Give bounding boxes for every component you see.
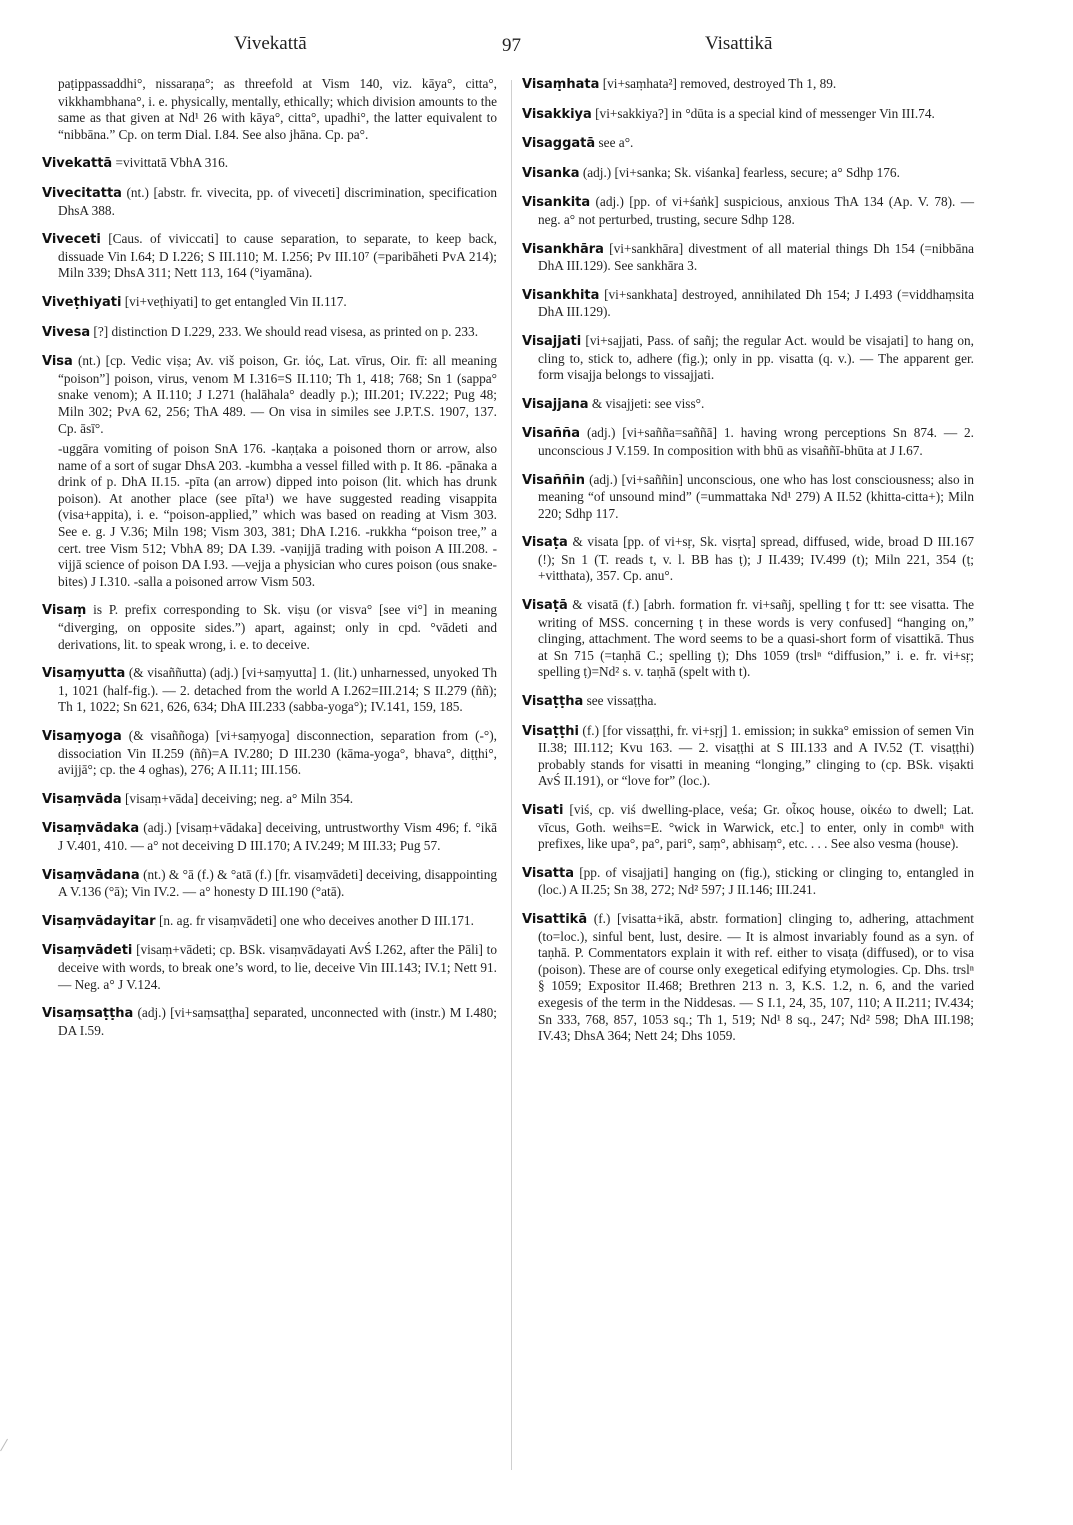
dictionary-entry xyxy=(42,231,497,282)
dictionary-entry xyxy=(522,135,974,153)
entry-text: [vi+veṭhiyati] to get entangled Vin II.117. xyxy=(124,293,347,309)
entry-headword: Visaṃyoga xyxy=(42,729,122,744)
dictionary-entry xyxy=(522,241,974,275)
dictionary-entry xyxy=(42,820,497,854)
entry-headword: Visaṭṭha xyxy=(522,694,584,710)
entry-text: [vi+sakkiya?] in °dūta is a special kind of messenger Vin III.74. xyxy=(595,105,935,121)
entry-text: (& visaññutta) (adj.) [vi+saṃyutta] 1. (lit.) unharnessed, unyoked Th 1, 1021 (half-fig.). — 2. detached from the world A I.262=III.214; S II.279 (ññ); Th 1, 1022; Sn 621, 626, 634; DhA III.233 (sabba-yoga°); IV.141, 159, 185. xyxy=(58,665,498,715)
dictionary-entry xyxy=(42,942,497,993)
dictionary-entry xyxy=(42,324,497,342)
dictionary-entry xyxy=(522,472,974,523)
entry-text: [visaṃ+vāda] deceiving; neg. a° Miln 354. xyxy=(125,790,354,806)
entry-headword: Viveṭhiyati xyxy=(42,294,122,310)
entry-text: [viś, cp. viś dwelling-place, veśa; Gr. οἶκος house, οἰκέω to dwell; Lat. vīcus, Goth. weihs=E. °wick in Warwick, etc.] to enter, only in combⁿ with prefixes, like upa°, pa°, pari°, saṃ°, abhisaṃ°, etc. . . . See also vesma (house). xyxy=(538,802,975,852)
entry-text: (& visaññoga) [vi+saṃyoga] disconnection, separation from (-°), dissociation Vin II.259 (ññ)=A IV.280; D III.230 (kāma-yoga°, bhava°, diṭṭhi°, avijjā°; cp. the 4 oghas), 276; A II.11; III.156. xyxy=(58,728,497,778)
dictionary-entry xyxy=(522,194,974,228)
entry-headword: Viveceti xyxy=(42,232,101,248)
dictionary-entry xyxy=(42,867,497,901)
entry-text: see vissaṭṭha. xyxy=(586,693,657,709)
entry-text: (adj.) [vi+sañña=saññā] 1. having wrong perceptions Sn 874. — 2. unconscious J V.159. In composition with bhū as visaññī-bhūta at J I.67. xyxy=(538,425,974,458)
entry-text: [vi+saṃhata²] removed, destroyed Th 1, 89. xyxy=(602,76,837,91)
dictionary-entry xyxy=(522,723,974,790)
right-column xyxy=(522,76,974,1057)
entry-headword: Visaṃvādana xyxy=(42,867,140,883)
entry-text: (nt.) & °ā (f.) & °atā (f.) [fr. visaṃvādeti] deceiving, disappointing A V.136 (°ā); Vin IV.2. — a° honesty D III.190 (°atā). xyxy=(58,866,497,900)
entry-headword: Visaṃvādeti xyxy=(42,943,133,959)
dictionary-entry xyxy=(522,425,974,459)
dictionary-entry xyxy=(522,802,974,853)
dictionary-entry xyxy=(42,185,497,219)
entry-headword: Visaṃvādayitar xyxy=(42,913,156,929)
entry-headword: Visankita xyxy=(522,195,591,211)
entry-text: =vivittatā VbhA 316. xyxy=(115,155,229,171)
entry-headword: Visaṃhata xyxy=(522,77,600,92)
dictionary-entry xyxy=(42,602,497,653)
entry-headword: Visaṃyutta xyxy=(42,666,126,682)
entry-headword: Visatta xyxy=(522,865,574,881)
entry-headword: Visajjati xyxy=(522,333,582,349)
entry-headword: Visaṃvādaka xyxy=(42,821,140,837)
entry-text: (adj.) [pp. of vi+śaṅk] suspicious, anxious ThA 134 (Ap. V. 78). — neg. a° not perturbed, trusting, secure Sdhp 128. xyxy=(538,194,974,227)
dictionary-entry xyxy=(522,106,974,124)
entry-headword: Visa xyxy=(42,354,73,370)
entry-text: [vi+sankhāra] divestment of all material things Dh 154 (=nibbāna DhA III.129). See sankhāra 3. xyxy=(538,240,975,274)
entry-headword: Visaṭṭhi xyxy=(522,723,579,739)
entry-headword: Visati xyxy=(522,803,564,818)
entry-text: & visatā (f.) [abrh. formation fr. vi+sañj, spelling ṭ for tt: see visatta. The writing of MSS. concerning ṭ in these words is very confused] “hanging on,” clinging, attachment. The word seems to be a quasi-short form of visattikā. Thus at Sn 715 (=taṇhā C.; spelling ṭ); Dhs 1059 (trslⁿ “diffusion,” i. e. fr. vi+sṛ; spelling ṭ)=Nd² s. v. taṇhā (spelt with t). xyxy=(538,597,974,680)
entry-text: (f.) [for vissaṭṭhi, fr. vi+sṛj] 1. emission; in sukka° emission of semen Vin II.38; III.112; Kvu 163. — 2. visaṭṭhi at S III.133 and A IV.52 (T. visaṭṭhi) probably stands for visatti in meaning “longing,” clinging to (cp. BSk. viṣakti AvŚ II.191), or “love for” (loc.). xyxy=(538,722,975,789)
entry-headword: Visaṃvāda xyxy=(42,791,122,807)
entry-headword: Visaṃ xyxy=(42,603,87,619)
column-divider xyxy=(511,80,512,1470)
entry-text: [pp. of visajjati] hanging on (fig.), sticking or clinging to, entangled in (loc.) A II.25; Sn 38, 272; Nd² 597; J II.146; III.241. xyxy=(538,864,975,898)
running-head-left: Vivekattā xyxy=(234,33,307,54)
entry-headword: Visattikā xyxy=(522,911,588,927)
dictionary-entry xyxy=(522,287,974,321)
dictionary-entry xyxy=(42,155,497,173)
entry-headword: Visankhāra xyxy=(522,241,604,257)
entry-headword: Visaññin xyxy=(522,472,586,488)
entry-headword: Visaṭa xyxy=(522,535,568,551)
page-number: 97 xyxy=(502,35,521,56)
entry-text: (adj.) [visaṃ+vādaka] deceiving, untrustworthy Vism 496; f. °ikā J V.401, 410. — a° not deceiving D III.170; A IV.249; M III.33; Pug 57. xyxy=(58,820,497,853)
compound-list xyxy=(42,441,497,590)
dictionary-entry xyxy=(42,353,497,437)
dictionary-entry xyxy=(42,294,497,312)
entry-text: [vi+sankhata] destroyed, annihilated Dh 154; J I.493 (=viddhaṃsita DhA III.129). xyxy=(538,286,974,320)
entry-text: see a°. xyxy=(598,135,634,151)
page-header xyxy=(0,33,1073,57)
dictionary-entry xyxy=(42,728,497,779)
left-column xyxy=(42,76,497,1051)
entry-text: [visaṃ+vādeti; cp. BSk. visaṃvādayati AvŚ I.262, after the Pāli] to deceive with words, to break one’s word, to lie, deceive Vin III.143; IV.1; Nett 91. — Neg. a° J V.124. xyxy=(58,942,497,992)
dictionary-entry xyxy=(522,865,974,899)
dictionary-entry xyxy=(522,165,974,183)
dictionary-entry xyxy=(42,665,497,716)
entry-headword: Visañña xyxy=(522,426,581,442)
dictionary-entry xyxy=(42,791,497,809)
entry-headword: Visaggatā xyxy=(522,136,596,152)
dictionary-entry xyxy=(522,76,974,94)
dictionary-entry xyxy=(42,1005,497,1039)
entry-headword: Visajjana xyxy=(522,396,589,412)
dictionary-entry xyxy=(522,911,974,1045)
dictionary-entry xyxy=(522,693,974,711)
dictionary-entry xyxy=(522,534,974,585)
compound-text: -uggāra vomiting of poison SnA 176. -kaṇṭaka a poisoned thorn or arrow, also name of a sort of sugar DhsA 203. -kumbha a vessel filled with p. It 86. -pānaka a drink of p. DhA II.15. -pīta (an arrow) dipped into poison (lit. which has drunk poison). At another place (see pīta¹) we have suggested reading visappita (visa+appita), i. e. “poison-applied,” which was based on reading at Vism 303. See e. g. J V.36; Miln 198; Vism 303, 381; DhA I.216. -rukkha “poison tree,” a cert. tree Vism 512; VbhA 89; DA I.39. -vaṇijjā trading with poison A III.208. -vijjā science of poison DA I.93. —vejja a physician who cures poison (ous snake-bites) J I.310. -salla a poisoned arrow Vism 503. xyxy=(58,441,497,589)
entry-text: (adj.) [vi+saṃsaṭṭha] separated, unconnected with (instr.) M I.480; DA I.59. xyxy=(58,1005,497,1038)
entry-text: (nt.) [abstr. fr. vivecita, pp. of viveceti] discrimination, specification DhsA 388. xyxy=(58,184,498,218)
entry-headword: Visaṃsaṭṭha xyxy=(42,1006,134,1022)
entry-text: [n. ag. fr visaṃvādeti] one who deceives another D III.171. xyxy=(158,912,474,928)
entry-text: [vi+sajjati, Pass. of sañj; the regular Act. would be visajati] to hang on, cling to, stick to, adhere (fig.); only in pp. visatta (q. v.). — The apparent ger. form visajja belongs to vissajjati. xyxy=(538,332,974,383)
entry-headword: Visanka xyxy=(522,165,580,181)
entry-text: (nt.) [cp. Vedic viṣa; Av. viš poison, Gr. ἰός, Lat. vīrus, Oir. fī: all meaning “poison”] poison, virus, venom M I.316=S II.110; Th 1, 418; 768; Sn 1 (sappa° snake venom); A II.110; J I.271 (halāhala° deadly p.); III.201; IV.222; Pug 48; Miln 302; PvA 62, 256; ThA 489. — On visa in similes see J.P.T.S. 1907, 137. Cp. āsī°. xyxy=(58,353,497,436)
entry-text: & visajjeti: see viss°. xyxy=(591,395,705,411)
entry-headword: Visankhita xyxy=(522,287,600,303)
entry-text: [?] distinction D I.229, 233. We should read visesa, as printed on p. 233. xyxy=(93,323,479,339)
entry-text: [Caus. of viviccati] to cause separation, to separate, to keep back, dissuade Vin I.64; D I.226; S III.110; M. I.256; Pv III.10⁷ (=paribāheti PvA 214); Miln 339; DhsA 311; Nett 113, 164 (°iyamāna). xyxy=(58,231,498,281)
entry-text: (adj.) [vi+sanka; Sk. viśanka] fearless, secure; a° Sdhp 176. xyxy=(582,164,900,180)
entry-headword: Vivesa xyxy=(42,324,91,340)
dictionary-entry xyxy=(522,333,974,384)
entry-text: & visata [pp. of vi+sṛ, Sk. visṛta] spread, diffused, wide, broad D III.167 (!); Sn 1 (T. reads t, v. l. BB has ṭ); J II.439; IV.499 (t); Miln 221, 354 (ṭ; +vitthata), 357. Cp. anu°. xyxy=(538,534,974,584)
entry-text: (adj.) [vi+saññin] unconscious, one who has lost consciousness; also in meaning “of unsound mind” (=ummattaka Nd¹ 279) A II.52 (khitta-citta+); Miln 220; Sdhp 117. xyxy=(538,471,974,521)
entry-headword: Visaṭā xyxy=(522,598,568,614)
page-edge-mark xyxy=(0,1439,15,1456)
entry-headword: Vivecitatta xyxy=(42,185,122,201)
dictionary-entry xyxy=(42,913,497,931)
entry-text: paṭippassaddhi°, nissaraṇa°; as threefold at Vism 140, viz. kāya°, citta°, vikkhambhana°, i. e. physically, mentally, ethically; which division amounts to the same as that given at Nd¹ 26 with kāya°, citta°, upadhi°, the latter equivalent to “nibbāna.” Cp. on term Dial. I.84. See also jhāna. Cp. pa°. xyxy=(58,76,497,142)
entry-text: is P. prefix corresponding to Sk. viṣu (or visva° [see vi°] in meaning “diverging, on opposite sides.”) apart, against; only in cpd. °vādeti and derivations, lit. to speak wrong, i. e. to deceive. xyxy=(58,602,497,652)
dictionary-entry xyxy=(522,396,974,414)
dictionary-entry xyxy=(42,76,497,143)
running-head-right: Visattikā xyxy=(705,33,773,54)
dictionary-entry xyxy=(522,597,974,681)
entry-headword: Visakkiya xyxy=(522,106,592,122)
entry-headword: Vivekattā xyxy=(42,156,113,172)
entry-text: (f.) [visatta+ikā, abstr. formation] clinging to, adhering, attachment (to=loc.), sinful bent, lust, desire. — It is almost invariably found as a syn. of taṇhā. P. Commentators explain it with ref. either to visaṭa (diffused), or to visa (poison). These are of course only exegetical edifying etymologies. Cp. Dhs. trslⁿ § 1059; Expositor II.468; Brethren 213 n. 3, K.S. 1.2, n. 6, and the varied exegesis of the term in the Niddesas. — S I.1, 24, 35, 107, 110; A II.211; IV.434; Sn 333, 768, 857, 1053 sq.; Th 1, 519; Nd¹ 8 sq., 247; Nd² 598; DhA III.198; IV.43; DhsA 364; Nett 24; Dhs 1059. xyxy=(538,910,974,1044)
